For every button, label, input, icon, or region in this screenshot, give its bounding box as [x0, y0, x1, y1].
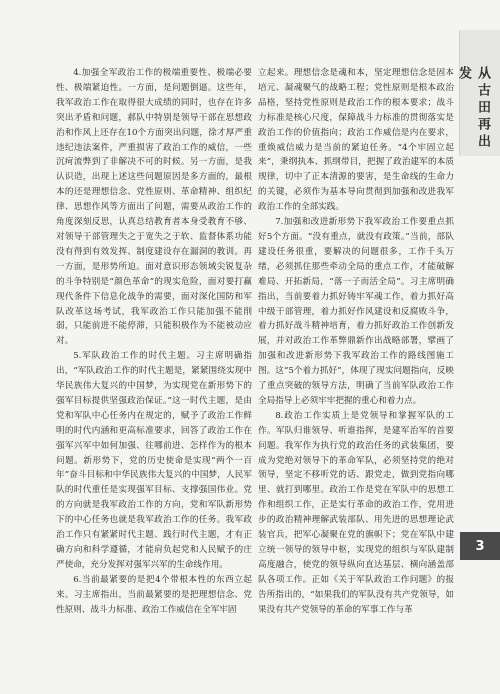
paragraph: 7.加强和改进新形势下我军政治工作要重点抓好5个方面。“没有重点，就没有政策。”当前，部队建设任务很重，要解决的问题很多，工作千头万绪，必须抓住那些牵动全局的重点工作，才能破解难局、开拓新局，“落一子而活全局”。习主席明确指出，当前要着力抓好铸牢军魂工作，着力抓好高中级干部管理，着力抓好作风建设和反腐败斗争，着力抓好战斗精神培育，着力抓好政治工作创新发展，并对政治工作革弊鼎新作出战略部署，擘画了加强和改进新形势下我军政治工作的路线图施工图。这“5个着力抓好”，体现了现实问题指向，反映了重点突破的领导方法，明确了当前军队政治工作全局指导上必须牢牢把握的重心和着力点。 [258, 217, 454, 406]
paragraph: 4.加强全军政治工作的极端重要性、极端必要性、极端紧迫性。一方面，是问题倒逼。这些年，我军政治工作在取得很大成绩的同时，也存在许多突出矛盾和问题，郝队中特别是领导干部在思想政治和作风上还存在10个方面突出问题，徐才厚严重违纪违法案件，严重损害了政治工作的威信，一些沉疴流弊到了非解决不可的时候。另一方面，是我认识造，出现上述这些问题原因是多方面的，最根本的还是理想信念、党性原则、革命精神、组织纪律、思想作风等方面出了问题，需要从政治工作的角度深刻反思，认真总结教育者本身受教育不够、对领导干部管理失之于宽失之于软、监督体系功能没有得到有效发挥、制度建设存在漏洞的教训。再一方面，是形势所迫。面对意识形态领域尖锐复杂的斗争特别是“颜色革命”的现实危险，面对要打赢现代条件下信息化战争的需要，面对深化国防和军队改革这场考试，我军政治工作只能加强不能削弱，只能前进不能停滞，只能积极作为不能被动应对。 [56, 68, 252, 347]
side-section-tab [456, 30, 500, 156]
side-tab-title: 从古田再出发 [456, 66, 490, 151]
page-number: 3 [460, 532, 500, 560]
paragraph: 立起来。理想信念是魂和本，坚定理想信念是固本培元、凝魂聚气的战略工程；党性原则是根本政治品格，坚持党性原则是政治工作的根本要求；战斗力标准是核心尺度，保障战斗力标准的贯彻落实是政治工作的价值指向；政治工作威信是内在要求，重焕威信威力是当前的紧迫任务。“4个牢固立起来”，秉纲执本、抓纲带目，把握了政治建军的本质规律，切中了正本清源的要害，是生命线的生命力的关键，必须作为基本导向贯彻到加强和改进我军政治工作的全部实践。 [258, 68, 454, 213]
paragraph: 8.政治工作实质上是党领导和掌握军队的工作。军队归谁领导、听谁指挥，是建军治军的首要问题。我军作为执行党的政治任务的武装集团，要成为党绝对领导下的革命军队，必须坚持党的绝对领导，坚定不移听党的话、跟党走，做到党指向哪里、就打到哪里。政治工作是党在军队中的思想工作和组织工作，正是实行革命的政治工作，党用进步的政治精神理解武装部队、用先进的思想理论武装官兵，把军心凝聚在党的旗帜下；党在军队中建立统一领导的领导中枢，实现党的组织与军队建制高度融合，使党的领导纵向直达基层、横向涵盖部队各项工作。正如《关于军队政治工作问题》的报告所指出的，“如果我们的军队没有共产党领导，如果没有共产党领导的革命的军事工作与革 [258, 410, 454, 615]
paragraph: 6.当前最紧要的是把4个带根本性的东西立起来。习主席指出，当前最紧要的是把理想信念、党性原则、战斗力标准、政治工作威信在全军牢固 [56, 574, 252, 615]
text-column-right [258, 66, 454, 678]
text-column-left [56, 66, 252, 678]
paragraph: 5.军队政治工作的时代主题。习主席明确指出，“军队政治工作的时代主题是，紧紧围绕实现中华民族伟大复兴的中国梦，为实现党在新形势下的强军目标提供坚强政治保证。”这一时代主题，是由党和军队中心任务内在规定的，赋予了政治工作鲜明的时代内涵和更高标准要求，回答了政治工作在强军兴军中如何加强、往哪前进、怎样作为的根本问题。新形势下，党的历史使命是实现“两个一百年”奋斗目标和中华民族伟大复兴的中国梦，人民军队的时代重任是实现强军目标、支撑强国伟业。党的方向就是我军政治工作的方向，党和军队新形势下的中心任务也就是我军政治工作的任务。我军政治工作只有紧紧时代主题、践行时代主题，才有正确方向和科学遵循，才能肩负起党和人民赋予的庄严使命，充分发挥对强军兴军的生命线作用。 [56, 351, 252, 570]
